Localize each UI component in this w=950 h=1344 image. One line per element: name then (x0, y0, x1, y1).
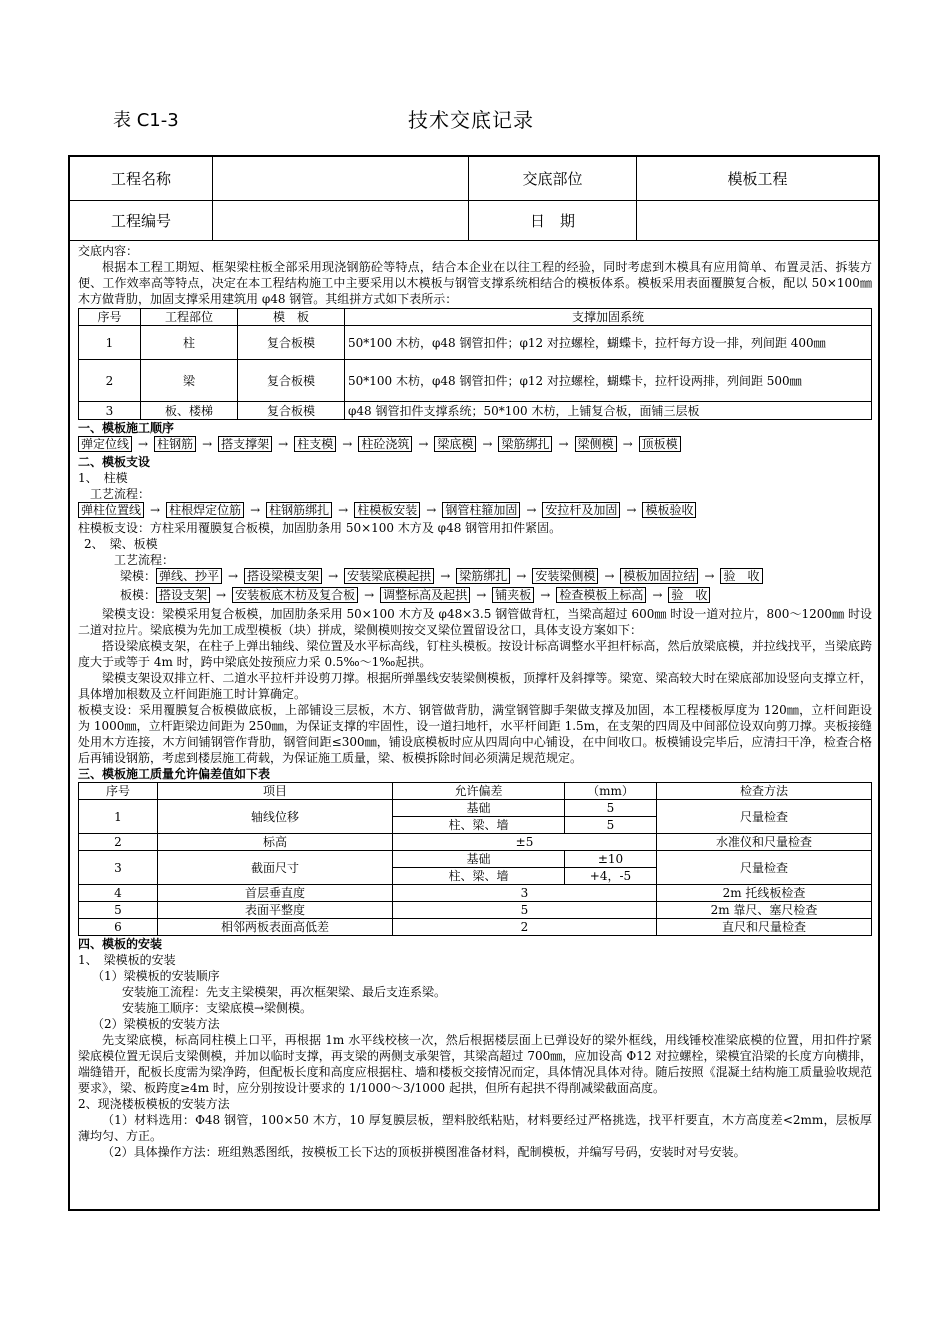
sec2-title: 二、模板支设 (78, 455, 151, 469)
cell: 轴线位移 (158, 800, 393, 834)
tol-header-item: 项目 (158, 783, 393, 800)
date-label: 日 期 (469, 201, 637, 240)
cell: 首层垂直度 (158, 885, 393, 902)
table-row (79, 919, 872, 936)
table-row (79, 402, 872, 420)
cell: 复合板模 (238, 360, 345, 402)
cell: 3 (79, 851, 158, 885)
flow-step: 验 收 (720, 568, 762, 584)
info-row-2 (70, 201, 878, 241)
flow-step: 模板验收 (642, 502, 696, 518)
tol-header-tolerance: 允许偏差 (393, 783, 565, 800)
content-body (78, 243, 872, 1160)
intro-paragraph: 根据本工程工期短、框架梁柱板全部采用现浇钢筋砼等特点，结合本企业在以往工程的经验，同时考虑到木模具有应用简单、布置灵活、拆装方便、工作效率高等特点，决定在本工程结构施工中主要采用以木模板与钢管支撑系统相结合的模板体系。模板采用表面覆膜复合板，配以 50×100㎜ 木方做背肋，加固支撑采用建筑用 φ48 钢管。其组拼方式如下表所示： (78, 260, 872, 306)
cell: 板、楼梯 (141, 402, 238, 420)
flow-step: 检查模板上标高 (556, 587, 646, 603)
table-row (79, 360, 872, 402)
cell: 相邻两板表面高低差 (158, 919, 393, 936)
cell: 5 (565, 817, 657, 834)
info-row-1 (70, 157, 878, 201)
flow-step: 柱砼浇筑 (358, 436, 412, 452)
flow-step: 调整标高及起拱 (380, 587, 470, 603)
cell: 2m 靠尺、塞尺检查 (657, 902, 872, 919)
sec3-title: 三、模板施工质量允许偏差值如下表 (78, 767, 271, 781)
cell: 柱、梁、墙 (393, 868, 565, 885)
flow-step: 验 收 (668, 587, 710, 603)
cell: 2 (79, 360, 141, 402)
flow-step: 安装梁侧模 (532, 568, 598, 584)
cell: 柱 (141, 326, 238, 360)
part-value[interactable]: 模板工程 (727, 170, 788, 188)
cell: 直尺和尺量检查 (657, 919, 872, 936)
cell: 5 (565, 800, 657, 817)
cell: 3 (393, 885, 657, 902)
col-flow-label: 工艺流程： (90, 487, 151, 501)
flow-step: 顶板模 (639, 436, 681, 452)
flow-step: 铺夹板 (492, 587, 534, 603)
sec4-s2b: （2）具体操作方法：班组熟悉图纸，按模板工长下达的顶板拼模图准备材料，配制模板，并编写号码，安装时对号安装。 (102, 1145, 746, 1159)
cell: 基础 (393, 851, 565, 868)
slab-support-text: 板模支设：采用覆膜复合板模做底板，上部铺设三层板，木方、钢管做背肋，满堂钢管脚手架做支撑及加固，本工程楼板厚度为 120㎜，立杆间距设为 1000㎜，立杆距梁边间距为 250㎜，为保证支撑的牢固性，设一道扫地杆，水平杆间距 1.5m，在支架的四周及中间部位设双向剪刀撑。夹板接缝处用木方连接，木方间铺钢管作背肋，钢管间距≤300㎜，铺设底模板时应从四周向中心铺设，在中间收口。板模铺设完毕后，应清扫干净，检查合格后再铺设钢筋，考虑到楼层施工荷载，为保证施工质量，梁、板模拆除时间必须满足规范规定。 (78, 703, 872, 765)
flow-step: 梁筋绑扎 (498, 436, 552, 452)
cell: 1 (79, 800, 158, 834)
cell: 5 (393, 902, 657, 919)
cell: 6 (79, 919, 158, 936)
cell: ±10 (565, 851, 657, 868)
cell: 尺量检查 (657, 800, 872, 834)
flow-step: 安装板底木枋及复合板 (232, 587, 358, 603)
cell: 复合板模 (238, 326, 345, 360)
flow-step: 梁底模 (434, 436, 476, 452)
flow-step: 柱钢筋绑扎 (266, 502, 332, 518)
document-title: 技术交底记录 (408, 108, 534, 132)
cell: 梁 (141, 360, 238, 402)
cell: 水准仪和尺量检查 (657, 834, 872, 851)
sec4-title: 四、模板的安装 (78, 937, 163, 951)
cell: 2m 托线板检查 (657, 885, 872, 902)
sec1-title: 一、模板施工顺序 (78, 421, 175, 435)
table-row (79, 902, 872, 919)
tol-header-no: 序号 (79, 783, 158, 800)
sec4-s1b-text: 先支梁底模，标高同柱模上口平，再根据 1m 水平线校核一次，然后根据楼层面上已弹设好的梁外框线，用线锤校准梁底模的位置，用扣件拧紧梁底模位置无误后支梁侧模，并加以临时支撑，再支梁的两侧支承架管，其梁高超过 700㎜，应加设高 Φ12 对拉螺栓，梁模宜沿梁的长度方向横排，端缝错开，配板长度需为梁净跨，但配板长度和高度应根据柱、墙和楼板交接情况而定，具体情况具体对待。随后按照《混凝土结构施工质量验收规范要求》，梁、板跨度≥4m 时，应分别按设计要求的 1/1000～3/1000 起拱，但所有起拱不得削减梁截面高度。 (78, 1033, 872, 1095)
cell: 基础 (393, 800, 565, 817)
flow-step: 弹线、抄平 (156, 568, 222, 584)
cell: 5 (79, 902, 158, 919)
cell: 3 (79, 402, 141, 420)
sec4-s1a2: 安装施工顺序：支梁底模→梁侧模。 (122, 1001, 313, 1015)
sec4-s1a: （1）梁模板的安装顺序 (92, 969, 220, 983)
tol-header-unit: （mm） (565, 783, 657, 800)
table-row (79, 885, 872, 902)
sec4-s1b: （2）梁模板的安装方法 (92, 1017, 220, 1031)
table-row (79, 326, 872, 360)
beam-support-text: 梁模支设：梁模采用复合板模，加固肋条采用 50×100 木方及 φ48×3.5 钢管做背杠，当梁高超过 600㎜ 时设一道对拉片，800～1200㎜ 时设二道对拉片。梁底模为先加工成型模板（块）拼成，梁侧模则按交叉梁位置留设岔口，具体支设方案如下： (78, 607, 872, 637)
cell: 表面平整度 (158, 902, 393, 919)
project-no-value[interactable] (213, 201, 469, 240)
fw-header-no: 序号 (79, 309, 141, 326)
sec1-flow: 弹定位线 → 柱钢筋 → 搭支撑架 → 柱支模 → 柱砼浇筑 → 梁底模 → 梁筋绑扎 → 梁侧模 → 顶板模 (78, 436, 872, 454)
formwork-table (78, 308, 872, 420)
flow-step: 搭支撑架 (218, 436, 272, 452)
cell: φ48 钢管扣件支撑系统；50*100 木枋，上铺复合板，面铺三层板 (345, 402, 872, 420)
cell: 4 (79, 885, 158, 902)
beam-title: 2、 梁、板模 (84, 537, 158, 551)
flow-step: 柱钢筋 (154, 436, 196, 452)
tolerance-table (78, 782, 872, 936)
sec4-s1: 1、 梁模板的安装 (78, 953, 176, 967)
slab-flow-label: 板模： (120, 588, 157, 602)
flow-step: 柱模板安装 (354, 502, 420, 518)
col-support: 柱模板支设：方柱采用覆膜复合板模，加固肋条用 50×100 木方及 φ48 钢管用扣件紧固。 (78, 521, 562, 535)
table-row (79, 851, 872, 868)
form-number: 表 C1-3 (113, 110, 179, 131)
flow-step: 梁侧模 (575, 436, 617, 452)
table-row (79, 834, 872, 851)
fw-header-support: 支撑加固系统 (345, 309, 872, 326)
col-title: 1、 柱模 (78, 471, 128, 485)
col-flow: 弹柱位置线 → 柱根焊定位筋 → 柱钢筋绑扎 → 柱模板安装 → 钢管柱箍加固 → 安拉杆及加固 → 模板验收 (78, 502, 872, 520)
flow-step: 弹定位线 (78, 436, 132, 452)
beam-flow-label: 工艺流程： (114, 553, 175, 567)
cell: +4，-5 (565, 868, 657, 885)
flow-step: 弹柱位置线 (78, 502, 144, 518)
cell: ±5 (393, 834, 657, 851)
flow-step: 搭设支架 (156, 587, 210, 603)
fw-header-part: 工程部位 (141, 309, 238, 326)
cell: 2 (79, 834, 158, 851)
flow-step: 梁筋绑扎 (456, 568, 510, 584)
cell: 柱、梁、墙 (393, 817, 565, 834)
cell: 50*100 木枋，φ48 钢管扣件；φ12 对拉螺栓，蝴蝶卡，拉杆设两排，列间距 500㎜ (345, 360, 872, 402)
fw-header-formwork: 模 板 (238, 309, 345, 326)
table-row (79, 800, 872, 817)
beam-flow-label: 梁模： (120, 569, 157, 583)
tol-header-method: 检查方法 (657, 783, 872, 800)
cell: 截面尺寸 (158, 851, 393, 885)
part-label: 交底部位 (469, 157, 637, 200)
cell: 1 (79, 326, 141, 360)
record-frame (68, 155, 880, 1211)
project-name-label: 工程名称 (70, 157, 213, 200)
sec4-s2a: （1）材料选用：Φ48 钢管，100×50 木方，10 厚复膜层板，塑料胶纸粘贴，材料要经过严格挑选，找平杆要直，木方高度差<2mm，层板厚薄均匀、方正。 (78, 1113, 872, 1143)
cell: 50*100 木枋，φ48 钢管扣件；φ12 对拉螺栓，蝴蝶卡，拉杆每方设一排，列间距 400㎜ (345, 326, 872, 360)
flow-step: 钢管柱箍加固 (442, 502, 520, 518)
sec4-s1a1: 安装施工流程：先支主梁模架，再次框架梁、最后支连系梁。 (122, 985, 447, 999)
beam-frame-text: 梁模支架设双排立杆、二道水平拉杆并设剪刀撑。根据所弹墨线安装梁侧模板，顶撑杆及斜撑等。梁宽、梁高较大时在梁底部加设竖向支撑立杆，具体增加根数及立杆间距施工时计算确定。 (78, 671, 872, 701)
cell: 标高 (158, 834, 393, 851)
flow-step: 安装梁底模起拱 (344, 568, 434, 584)
slab-flow: 板模： 搭设支架 → 安装板底木枋及复合板 → 调整标高及起拱 → 铺夹板 → 检查模板上标高 → 验 收 (78, 587, 872, 606)
flow-step: 柱支模 (294, 436, 336, 452)
date-value[interactable] (637, 201, 878, 240)
intro-label: 交底内容： (78, 244, 139, 258)
flow-step: 模板加固拉结 (620, 568, 698, 584)
cell: 尺量检查 (657, 851, 872, 885)
beam-bottom-text: 搭设梁底模支架，在柱子上弹出轴线、梁位置及水平标高线，钉柱头模板。按设计标高调整水平担杆标高，然后放梁底模，并拉线找平，当梁底跨度大于或等于 4m 时，跨中梁底处按预应力采 0.5‰～1‰起拱。 (78, 639, 872, 669)
cell: 复合板模 (238, 402, 345, 420)
beam-flow: 梁模： 弹线、抄平 → 搭设梁模支架 → 安装梁底模起拱 → 梁筋绑扎 → 安装梁侧模 → 模板加固拉结 → 验 收 (78, 568, 872, 587)
cell: 2 (393, 919, 657, 936)
project-no-label: 工程编号 (70, 201, 213, 240)
project-name-value[interactable] (213, 157, 469, 200)
flow-step: 柱根焊定位筋 (166, 502, 244, 518)
flow-step: 安拉杆及加固 (542, 502, 620, 518)
sec4-s2: 2、现浇楼板模板的安装方法 (78, 1097, 230, 1111)
flow-step: 搭设梁模支架 (244, 568, 322, 584)
